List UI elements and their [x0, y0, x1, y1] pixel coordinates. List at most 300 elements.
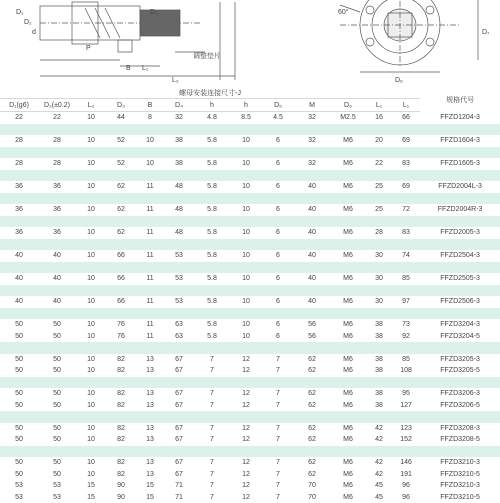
table-cell: 10	[76, 319, 106, 331]
table-cell: 50	[38, 365, 76, 377]
table-cell: 6	[262, 319, 294, 331]
table-cell	[38, 411, 76, 423]
table-cell	[136, 377, 164, 389]
table-cell: 5.8	[194, 319, 230, 331]
table-cell: 6	[262, 250, 294, 262]
table-cell: 10	[76, 204, 106, 216]
table-cell	[230, 147, 262, 159]
table-cell: 48	[164, 181, 194, 193]
table-cell	[366, 377, 392, 389]
table-cell	[164, 170, 194, 182]
table-body	[0, 112, 500, 503]
table-cell	[294, 124, 330, 136]
table-cell: 66	[106, 273, 136, 285]
table-cell: 10	[230, 227, 262, 239]
table-cell	[392, 239, 420, 251]
table-cell	[262, 216, 294, 228]
table-cell	[0, 262, 38, 274]
table-cell: 7	[194, 469, 230, 481]
table-cell	[330, 239, 366, 251]
spec-code-cell: FFZD3205-5	[420, 365, 500, 377]
table-row	[0, 216, 500, 228]
shaft-section	[140, 10, 180, 36]
table-cell: 40	[294, 296, 330, 308]
table-cell: 13	[136, 423, 164, 435]
table-cell	[164, 446, 194, 458]
table-cell	[106, 170, 136, 182]
spec-table	[0, 88, 500, 503]
table-cell	[392, 308, 420, 320]
table-cell: M6	[330, 400, 366, 412]
table-cell: 50	[38, 423, 76, 435]
table-row	[0, 457, 500, 469]
table-cell	[136, 239, 164, 251]
table-row	[0, 227, 500, 239]
table-cell: 30	[366, 250, 392, 262]
table-cell: 69	[392, 135, 420, 147]
table-cell	[194, 262, 230, 274]
table-cell	[136, 446, 164, 458]
table-cell	[194, 411, 230, 423]
spec-code-cell: FFZD3210-3	[420, 480, 500, 492]
col-header: D₅	[262, 99, 294, 112]
table-cell	[262, 147, 294, 159]
table-cell: 7	[262, 365, 294, 377]
table-cell: 73	[392, 319, 420, 331]
table-cell: 5.8	[194, 181, 230, 193]
table-cell	[76, 216, 106, 228]
spec-code-cell: FFZD1605-3	[420, 158, 500, 170]
table-cell: 38	[366, 319, 392, 331]
table-cell: 11	[136, 331, 164, 343]
spec-code-cell: FFZD3208-3	[420, 423, 500, 435]
table-cell: 15	[76, 492, 106, 503]
table-cell	[294, 342, 330, 354]
spec-code-cell	[420, 124, 500, 136]
table-cell: 62	[294, 354, 330, 366]
table-cell: 53	[164, 296, 194, 308]
table-cell: M6	[330, 181, 366, 193]
table-cell	[262, 239, 294, 251]
table-cell	[366, 193, 392, 205]
table-cell	[136, 411, 164, 423]
table-cell: 50	[38, 319, 76, 331]
table-cell: 10	[230, 331, 262, 343]
table-row	[0, 400, 500, 412]
table-cell: M6	[330, 331, 366, 343]
table-cell	[294, 239, 330, 251]
table-cell: 10	[76, 354, 106, 366]
label-d7: D₇	[482, 29, 490, 36]
table-cell	[194, 446, 230, 458]
table-cell: 25	[366, 204, 392, 216]
table-row	[0, 170, 500, 182]
table-cell: 15	[136, 492, 164, 503]
table-cell: M6	[330, 296, 366, 308]
table-cell	[106, 262, 136, 274]
table-cell: 7	[262, 492, 294, 503]
table-cell	[366, 216, 392, 228]
table-cell: 53	[0, 492, 38, 503]
label-d: d	[32, 29, 36, 36]
table-cell: 10	[230, 273, 262, 285]
table-cell	[366, 239, 392, 251]
table-cell	[0, 342, 38, 354]
table-cell: 108	[392, 365, 420, 377]
table-cell: 7	[262, 400, 294, 412]
table-cell	[366, 411, 392, 423]
table-cell: 36	[38, 227, 76, 239]
table-cell	[76, 377, 106, 389]
technical-drawing	[0, 0, 500, 88]
table-cell: 50	[38, 457, 76, 469]
label-d6: D₆	[395, 77, 403, 84]
table-row	[0, 434, 500, 446]
table-cell: 83	[392, 227, 420, 239]
table-cell: 7	[194, 492, 230, 503]
table-cell: M6	[330, 158, 366, 170]
table-cell	[262, 170, 294, 182]
table-row	[0, 308, 500, 320]
table-cell	[194, 193, 230, 205]
table-cell: 11	[136, 204, 164, 216]
table-cell: 22	[366, 158, 392, 170]
key-slot	[118, 40, 132, 52]
table-cell: 69	[392, 181, 420, 193]
table-cell: 50	[38, 400, 76, 412]
table-cell: 74	[392, 250, 420, 262]
table-cell	[294, 216, 330, 228]
table-cell: 72	[392, 204, 420, 216]
table-cell: 10	[230, 135, 262, 147]
table-cell: 67	[164, 400, 194, 412]
table-cell	[136, 147, 164, 159]
table-cell: 10	[76, 273, 106, 285]
table-cell: 7	[262, 434, 294, 446]
table-cell: 50	[38, 434, 76, 446]
col-header: M	[294, 99, 330, 112]
table-cell: M6	[330, 204, 366, 216]
table-cell: 6	[262, 227, 294, 239]
table-cell	[76, 239, 106, 251]
table-row	[0, 411, 500, 423]
table-cell	[164, 308, 194, 320]
table-cell	[230, 446, 262, 458]
table-cell: 40	[294, 273, 330, 285]
table-cell	[230, 377, 262, 389]
table-row	[0, 423, 500, 435]
table-cell: 22	[0, 112, 38, 124]
table-row	[0, 112, 500, 124]
table-cell	[294, 170, 330, 182]
table-cell	[164, 377, 194, 389]
table-cell: 50	[0, 423, 38, 435]
table-cell: 38	[366, 365, 392, 377]
table-cell	[164, 239, 194, 251]
table-cell: 90	[106, 492, 136, 503]
table-cell: 62	[294, 423, 330, 435]
table-cell	[0, 216, 38, 228]
table-cell: 95	[392, 388, 420, 400]
table-cell	[294, 193, 330, 205]
table-cell	[0, 377, 38, 389]
table-cell: 96	[392, 492, 420, 503]
table-cell: 82	[106, 469, 136, 481]
table-cell: 38	[366, 400, 392, 412]
table-cell	[262, 411, 294, 423]
spec-code-cell: FFZD3206-3	[420, 388, 500, 400]
table-cell: 82	[106, 457, 136, 469]
table-cell	[0, 308, 38, 320]
table-cell: 76	[106, 331, 136, 343]
table-cell	[76, 193, 106, 205]
table-cell: 11	[136, 250, 164, 262]
table-cell	[392, 124, 420, 136]
spec-code-cell	[420, 239, 500, 251]
table-cell: 5.8	[194, 204, 230, 216]
table-cell: M6	[330, 135, 366, 147]
spec-code-cell: FFZD2005-3	[420, 227, 500, 239]
table-cell: 36	[0, 181, 38, 193]
table-cell: 4.8	[194, 112, 230, 124]
table-cell: 5.8	[194, 331, 230, 343]
table-cell: 50	[38, 331, 76, 343]
table-cell: 50	[0, 434, 38, 446]
table-cell: 10	[76, 112, 106, 124]
table-cell: 5.8	[194, 158, 230, 170]
table-cell: 10	[230, 296, 262, 308]
table-cell: 62	[106, 227, 136, 239]
table-cell	[392, 216, 420, 228]
table-cell: 10	[76, 469, 106, 481]
table-cell: 13	[136, 457, 164, 469]
spec-code-cell	[420, 446, 500, 458]
table-cell	[294, 285, 330, 297]
table-row	[0, 285, 500, 297]
table-cell: 10	[230, 181, 262, 193]
table-cell: 40	[0, 296, 38, 308]
table-cell: 38	[164, 158, 194, 170]
table-cell	[194, 147, 230, 159]
table-cell	[164, 411, 194, 423]
table-cell	[164, 342, 194, 354]
table-cell: 48	[164, 227, 194, 239]
table-cell	[392, 193, 420, 205]
table-cell	[330, 193, 366, 205]
table-cell	[0, 285, 38, 297]
table-cell	[330, 411, 366, 423]
table-cell: 66	[106, 250, 136, 262]
table-cell: 13	[136, 354, 164, 366]
table-cell	[262, 377, 294, 389]
table-cell: 67	[164, 354, 194, 366]
table-cell	[366, 170, 392, 182]
table-cell	[294, 377, 330, 389]
table-cell	[106, 147, 136, 159]
table-cell: 13	[136, 388, 164, 400]
table-cell: 40	[294, 204, 330, 216]
table-cell: 123	[392, 423, 420, 435]
table-cell: 50	[0, 331, 38, 343]
table-cell	[106, 239, 136, 251]
table-cell: 13	[136, 365, 164, 377]
table-cell	[294, 262, 330, 274]
table-cell: 10	[76, 296, 106, 308]
table-cell: 12	[230, 469, 262, 481]
table-cell: 11	[136, 319, 164, 331]
table-cell: 32	[164, 112, 194, 124]
table-cell: 30	[366, 273, 392, 285]
table-cell	[136, 342, 164, 354]
table-cell: 8	[136, 112, 164, 124]
table-cell	[262, 342, 294, 354]
table-row	[0, 250, 500, 262]
spec-code-cell: FFZD1604-3	[420, 135, 500, 147]
table-cell	[230, 239, 262, 251]
table-cell	[294, 147, 330, 159]
table-cell: 42	[366, 457, 392, 469]
table-cell	[38, 239, 76, 251]
table-cell	[38, 193, 76, 205]
table-cell: 5.8	[194, 250, 230, 262]
table-cell: 7	[194, 423, 230, 435]
table-cell: 56	[294, 319, 330, 331]
table-row	[0, 124, 500, 136]
table-cell: 45	[366, 480, 392, 492]
table-cell: 67	[164, 469, 194, 481]
table-cell: 67	[164, 434, 194, 446]
table-row	[0, 377, 500, 389]
table-cell: 50	[0, 388, 38, 400]
table-cell: 71	[164, 480, 194, 492]
table-cell: 13	[136, 469, 164, 481]
table-cell: 5.8	[194, 135, 230, 147]
table-row	[0, 147, 500, 159]
table-cell	[230, 124, 262, 136]
table-cell	[106, 285, 136, 297]
table-cell	[366, 446, 392, 458]
table-cell	[164, 147, 194, 159]
table-cell	[76, 342, 106, 354]
table-cell: 25	[366, 181, 392, 193]
table-cell: 6	[262, 158, 294, 170]
table-cell: 62	[294, 400, 330, 412]
table-cell: 62	[106, 181, 136, 193]
table-cell: 8.5	[230, 112, 262, 124]
table-cell	[366, 285, 392, 297]
table-cell	[136, 170, 164, 182]
table-cell	[262, 308, 294, 320]
table-cell	[392, 446, 420, 458]
spec-code-cell: FFZD2004L-3	[420, 181, 500, 193]
spec-code-cell: FFZD3208-5	[420, 434, 500, 446]
table-cell	[194, 239, 230, 251]
table-cell	[230, 411, 262, 423]
bolt-hole	[366, 38, 374, 46]
header-group-row	[0, 88, 500, 99]
table-cell: 28	[38, 158, 76, 170]
table-row	[0, 469, 500, 481]
table-cell: 52	[106, 135, 136, 147]
table-cell	[164, 124, 194, 136]
table-cell	[194, 342, 230, 354]
table-cell: 12	[230, 388, 262, 400]
table-cell: 62	[294, 365, 330, 377]
spec-code-cell	[420, 170, 500, 182]
table-cell: 6	[262, 273, 294, 285]
table-cell: 38	[366, 331, 392, 343]
col-header: L₁	[392, 99, 420, 112]
table-cell	[366, 147, 392, 159]
table-cell: 15	[76, 480, 106, 492]
table-cell	[262, 446, 294, 458]
table-cell: 32	[294, 135, 330, 147]
table-cell: 40	[294, 181, 330, 193]
table-cell	[38, 377, 76, 389]
table-cell	[106, 124, 136, 136]
table-cell: 45	[366, 492, 392, 503]
col-header: L₂	[76, 99, 106, 112]
label-adjust-pad: 调整垫片	[193, 51, 221, 60]
table-cell: 32	[294, 158, 330, 170]
table-cell	[136, 124, 164, 136]
table-cell: 42	[366, 469, 392, 481]
table-cell: 50	[0, 319, 38, 331]
table-cell: 62	[294, 434, 330, 446]
table-row	[0, 262, 500, 274]
table-cell: 6	[262, 135, 294, 147]
table-cell	[230, 216, 262, 228]
table-cell	[136, 216, 164, 228]
table-cell: 7	[262, 423, 294, 435]
bolt-hole	[426, 38, 434, 46]
bolt-hole	[426, 6, 434, 14]
table-row	[0, 158, 500, 170]
table-cell: 62	[294, 457, 330, 469]
table-cell	[294, 411, 330, 423]
table-cell	[330, 285, 366, 297]
table-cell	[194, 285, 230, 297]
table-cell	[230, 262, 262, 274]
table-cell: 6	[262, 296, 294, 308]
table-cell	[136, 262, 164, 274]
table-cell: 28	[366, 227, 392, 239]
table-cell	[366, 262, 392, 274]
table-cell: 36	[38, 204, 76, 216]
table-cell	[366, 124, 392, 136]
table-cell: 10	[76, 331, 106, 343]
label-d2: D₂	[24, 19, 32, 26]
table-row	[0, 193, 500, 205]
table-cell	[392, 147, 420, 159]
spec-code-cell: FFZD3204-5	[420, 331, 500, 343]
table-cell	[76, 170, 106, 182]
table-cell: 6	[262, 331, 294, 343]
table-cell: 12	[230, 354, 262, 366]
table-cell: 63	[164, 331, 194, 343]
table-cell	[106, 308, 136, 320]
table-cell: 6	[262, 204, 294, 216]
table-cell	[38, 342, 76, 354]
table-cell	[330, 262, 366, 274]
table-cell: 28	[0, 135, 38, 147]
table-cell: 82	[106, 365, 136, 377]
table-cell: M6	[330, 273, 366, 285]
table-cell: 36	[38, 181, 76, 193]
label-l1: L₁	[142, 65, 149, 72]
table-cell	[76, 308, 106, 320]
table-row	[0, 354, 500, 366]
